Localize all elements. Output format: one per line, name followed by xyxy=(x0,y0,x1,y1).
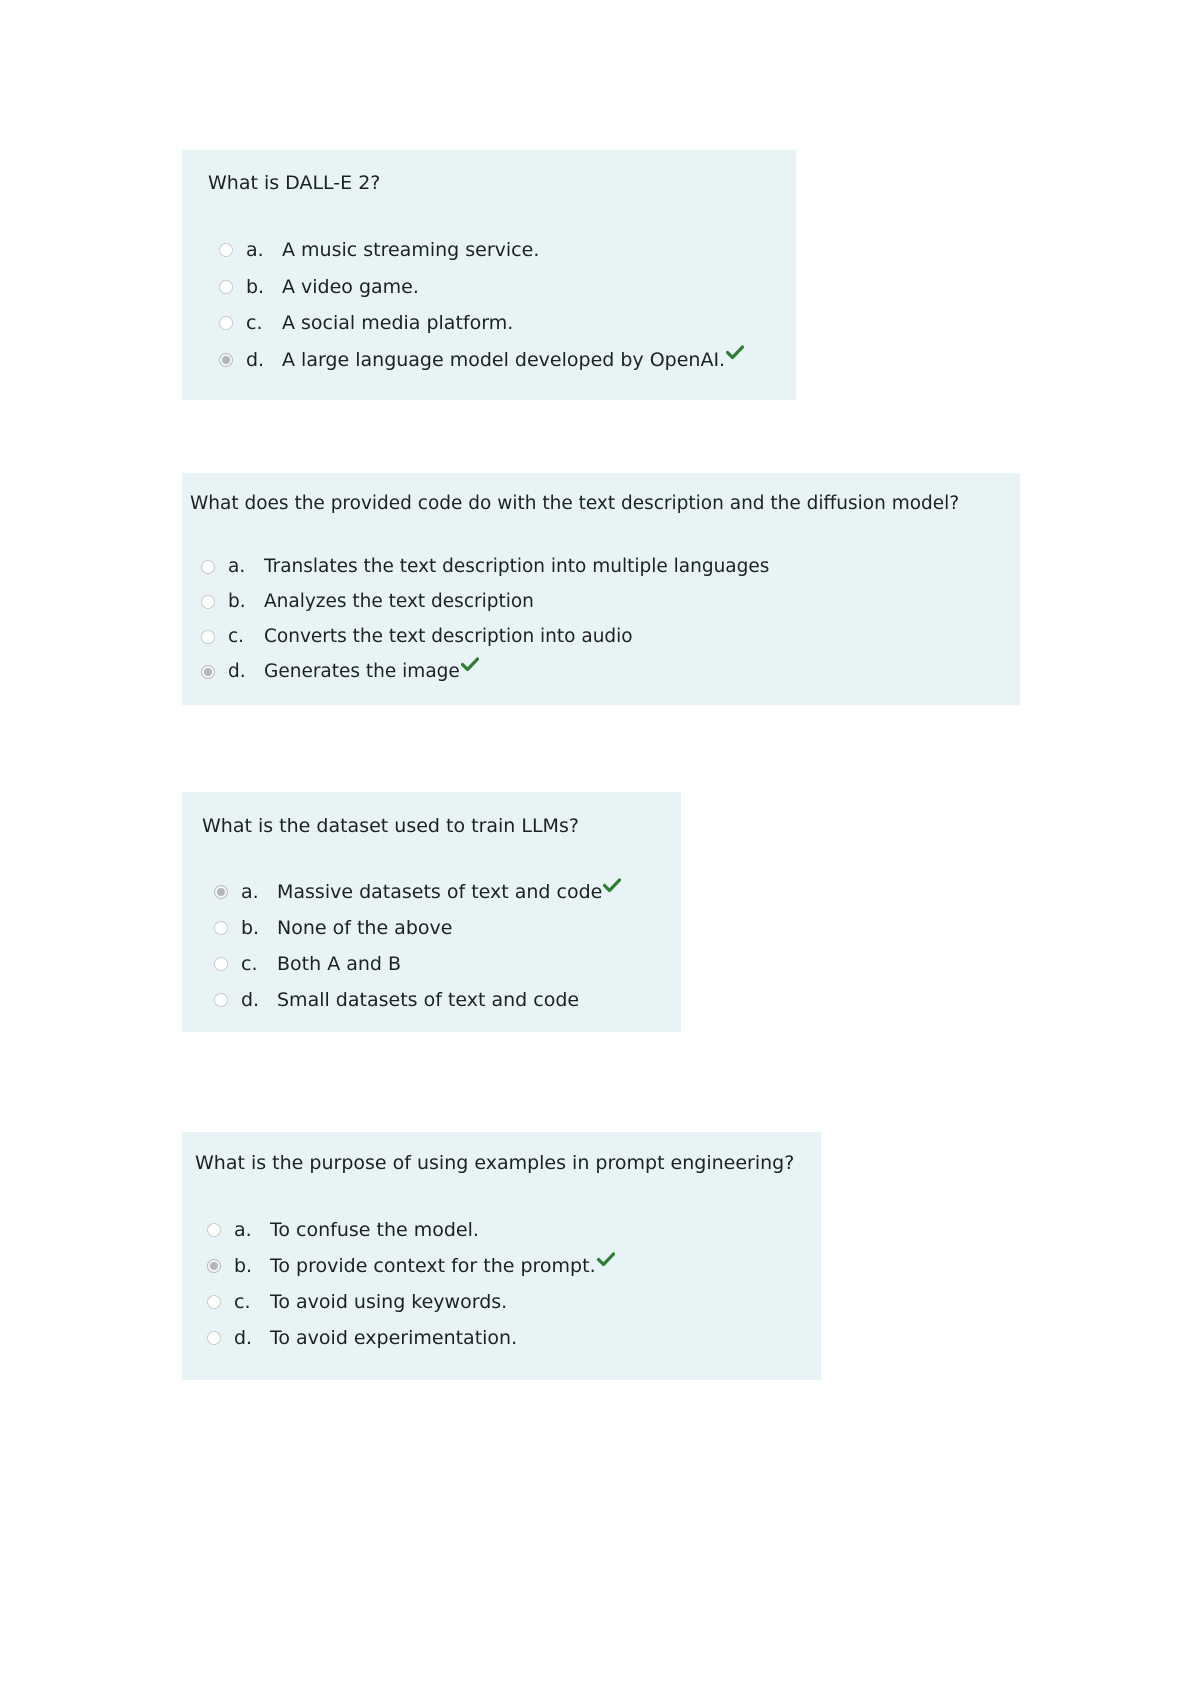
answer-text: To provide context for the prompt. xyxy=(270,1255,596,1277)
answer-option-a[interactable] xyxy=(219,232,744,269)
answer-letter: b. xyxy=(241,917,260,939)
answer-option-a[interactable] xyxy=(207,1212,615,1248)
radio-button[interactable] xyxy=(219,280,233,294)
radio-button[interactable] xyxy=(214,993,228,1007)
answer-letter: d. xyxy=(228,661,246,682)
answer-text: To confuse the model. xyxy=(270,1219,479,1241)
answer-option-b[interactable] xyxy=(207,1248,615,1284)
answer-option-a[interactable] xyxy=(214,874,621,910)
answer-letter: c. xyxy=(246,312,263,335)
answer-text: Analyzes the text description xyxy=(264,591,534,612)
answer-letter: c. xyxy=(234,1291,251,1313)
question-card-1 xyxy=(182,150,796,400)
radio-button[interactable] xyxy=(207,1331,221,1345)
correct-check-icon xyxy=(603,878,621,893)
answer-text: Converts the text description into audio xyxy=(264,626,633,647)
radio-button-selected[interactable] xyxy=(201,665,215,679)
radio-button[interactable] xyxy=(201,630,215,644)
answer-letter: a. xyxy=(241,881,259,903)
answer-option-b[interactable] xyxy=(214,910,621,946)
answer-letter: a. xyxy=(246,239,264,262)
correct-check-icon xyxy=(461,657,479,672)
answer-text: Small datasets of text and code xyxy=(277,989,580,1011)
radio-button[interactable] xyxy=(219,316,233,330)
answer-option-d[interactable] xyxy=(219,342,744,379)
answer-option-c[interactable] xyxy=(214,946,621,982)
answer-option-b[interactable] xyxy=(201,584,769,619)
answer-option-c[interactable] xyxy=(219,305,744,342)
answer-text: Generates the image xyxy=(264,661,460,682)
answer-letter: d. xyxy=(241,989,260,1011)
answer-letter: c. xyxy=(241,953,258,975)
answer-letter: a. xyxy=(234,1219,252,1241)
answer-option-b[interactable] xyxy=(219,269,744,306)
answer-text: To avoid using keywords. xyxy=(270,1291,508,1313)
answer-letter: b. xyxy=(234,1255,253,1277)
radio-button[interactable] xyxy=(214,957,228,971)
radio-button[interactable] xyxy=(214,921,228,935)
answer-option-c[interactable] xyxy=(207,1284,615,1320)
answer-list xyxy=(214,874,621,1018)
answer-text: None of the above xyxy=(277,917,453,939)
answer-letter: b. xyxy=(228,591,246,612)
question-text: What does the provided code do with the text description and the diffusion model? xyxy=(190,493,960,514)
answer-text: A video game. xyxy=(282,275,419,298)
radio-button[interactable] xyxy=(201,595,215,609)
radio-button[interactable] xyxy=(207,1223,221,1237)
answer-option-c[interactable] xyxy=(201,619,769,654)
answer-list xyxy=(201,549,769,689)
radio-button[interactable] xyxy=(207,1295,221,1309)
radio-button[interactable] xyxy=(219,243,233,257)
answer-text: A social media platform. xyxy=(282,312,514,335)
question-card-2 xyxy=(182,473,1020,705)
radio-button[interactable] xyxy=(201,560,215,574)
question-text: What is DALL-E 2? xyxy=(208,172,381,194)
question-text: What is the purpose of using examples in prompt engineering? xyxy=(195,1152,795,1174)
answer-letter: d. xyxy=(234,1327,253,1349)
answer-text: A music streaming service. xyxy=(282,239,540,262)
answer-letter: c. xyxy=(228,626,245,647)
radio-button-selected[interactable] xyxy=(219,353,233,367)
answer-option-d[interactable] xyxy=(214,982,621,1018)
question-card-4 xyxy=(182,1132,821,1380)
radio-button-selected[interactable] xyxy=(214,885,228,899)
answer-list xyxy=(219,232,744,378)
correct-check-icon xyxy=(726,345,744,360)
answer-text: Massive datasets of text and code xyxy=(277,881,603,903)
answer-letter: d. xyxy=(246,348,265,371)
radio-button-selected[interactable] xyxy=(207,1259,221,1273)
correct-check-icon xyxy=(597,1252,615,1267)
question-text: What is the dataset used to train LLMs? xyxy=(202,815,579,837)
answer-letter: a. xyxy=(228,556,246,577)
question-card-3 xyxy=(182,792,681,1032)
answer-text: Both A and B xyxy=(277,953,402,975)
answer-text: A large language model developed by OpenAI. xyxy=(282,348,726,371)
answer-letter: b. xyxy=(246,275,265,298)
answer-text: Translates the text description into multiple languages xyxy=(264,556,770,577)
answer-list xyxy=(207,1212,615,1356)
answer-option-d[interactable] xyxy=(201,654,769,689)
answer-text: To avoid experimentation. xyxy=(270,1327,518,1349)
answer-option-d[interactable] xyxy=(207,1320,615,1356)
answer-option-a[interactable] xyxy=(201,549,769,584)
